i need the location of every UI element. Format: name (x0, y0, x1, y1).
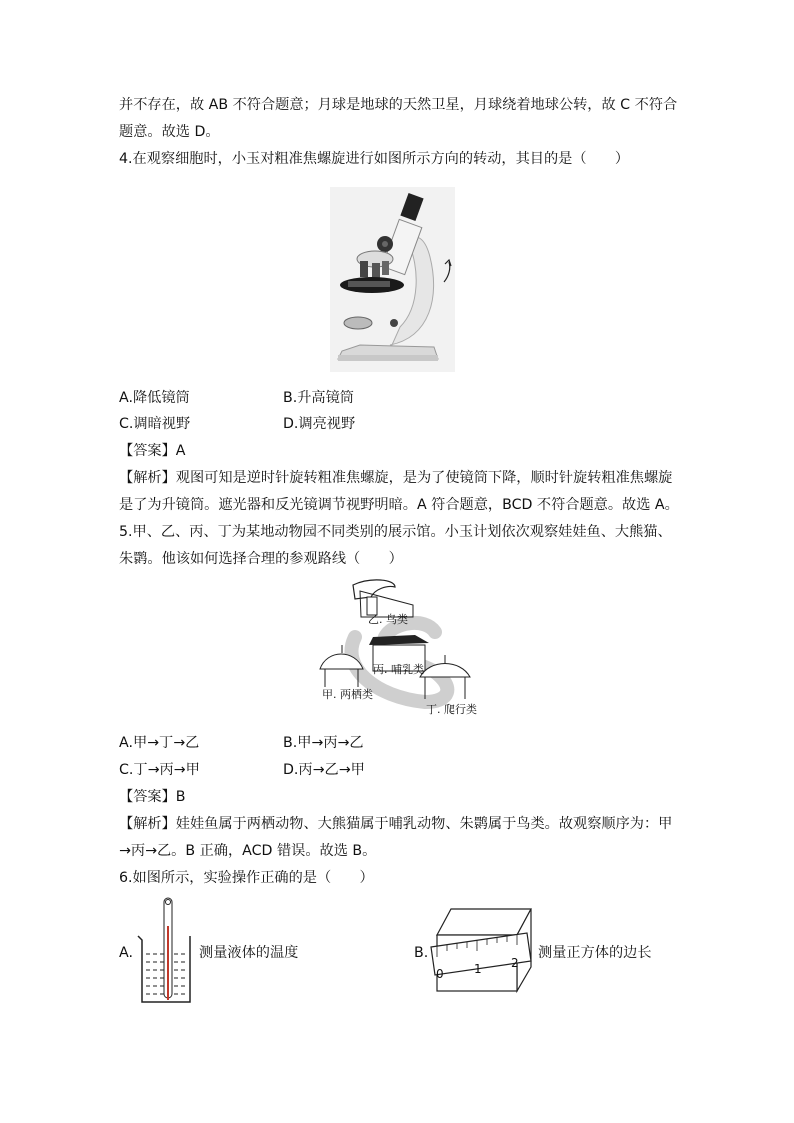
q4-option-c: C.调暗视野 (119, 416, 191, 432)
prev-analysis-line-2: 题意。故选 D。 (119, 124, 220, 140)
microscope-figure (330, 187, 455, 372)
q4-stem: 4.在观察细胞时，小玉对粗准焦螺旋进行如图所示方向的转动，其目的是（ ） (119, 151, 630, 167)
q5-analysis-line-2: →丙→乙。B 正确，ACD 错误。故选 B。 (119, 843, 377, 859)
q4-analysis-line-1: 【解析】观图可知是逆时针旋转粗准焦螺旋，是为了使镜筒下降，顺时针旋转粗准焦螺旋 (119, 470, 673, 486)
q4-option-a: A.降低镜筒 (119, 390, 190, 406)
q4-answer: 【答案】A (119, 443, 186, 459)
q6-option-b-text: 测量正方体的边长 (538, 945, 652, 961)
beaker-thermometer-figure (134, 896, 198, 1012)
q5-stem-line-2: 朱鹮。他该如何选择合理的参观路线（ ） (119, 551, 403, 567)
ruler-tick-2: 2 (511, 956, 519, 970)
ruler-tick-0: 0 (436, 967, 444, 981)
q6-option-a-text: 测量液体的温度 (199, 945, 299, 961)
q4-analysis-line-2: 是了为升镜筒。遮光器和反光镜调节视野明暗。A 符合题意，BCD 不符合题意。故选 A。 (119, 497, 679, 513)
q5-option-a: A.甲→丁→乙 (119, 735, 200, 751)
zoo-label-mammal: 丙. 哺乳类 (373, 663, 424, 676)
q6-option-a-letter: A. (119, 945, 133, 961)
zoo-label-bird: 乙. 鸟类 (368, 613, 408, 626)
q5-option-d: D.丙→乙→甲 (283, 762, 365, 778)
q4-option-d: D.调亮视野 (283, 416, 356, 432)
q5-analysis-line-1: 【解析】娃娃鱼属于两栖动物、大熊猫属于哺乳动物、朱鹮属于鸟类。故观察顺序为：甲 (119, 816, 673, 832)
q6-option-b-letter: B. (414, 945, 429, 961)
prev-analysis-line-1: 并不存在，故 AB 不符合题意；月球是地球的天然卫星，月球绕着地球公转，故 C 不符合 (119, 97, 678, 113)
rotation-arrow-icon (441, 258, 457, 288)
q4-option-b: B.升高镜筒 (283, 390, 354, 406)
q6-stem: 6.如图所示，实验操作正确的是（ ） (119, 870, 374, 886)
cube-ruler-figure (427, 905, 537, 999)
zoo-label-amphibian: 甲. 两栖类 (322, 688, 373, 701)
q5-option-b: B.甲→丙→乙 (283, 735, 364, 751)
q5-answer: 【答案】B (119, 789, 186, 805)
zoo-label-reptile: 丁. 爬行类 (426, 703, 477, 716)
ruler-tick-1: 1 (474, 962, 482, 976)
q5-option-c: C.丁→丙→甲 (119, 762, 200, 778)
q5-stem-line-1: 5.甲、乙、丙、丁为某地动物园不同类别的展示馆。小玉计划依次观察娃娃鱼、大熊猫、 (119, 524, 672, 540)
